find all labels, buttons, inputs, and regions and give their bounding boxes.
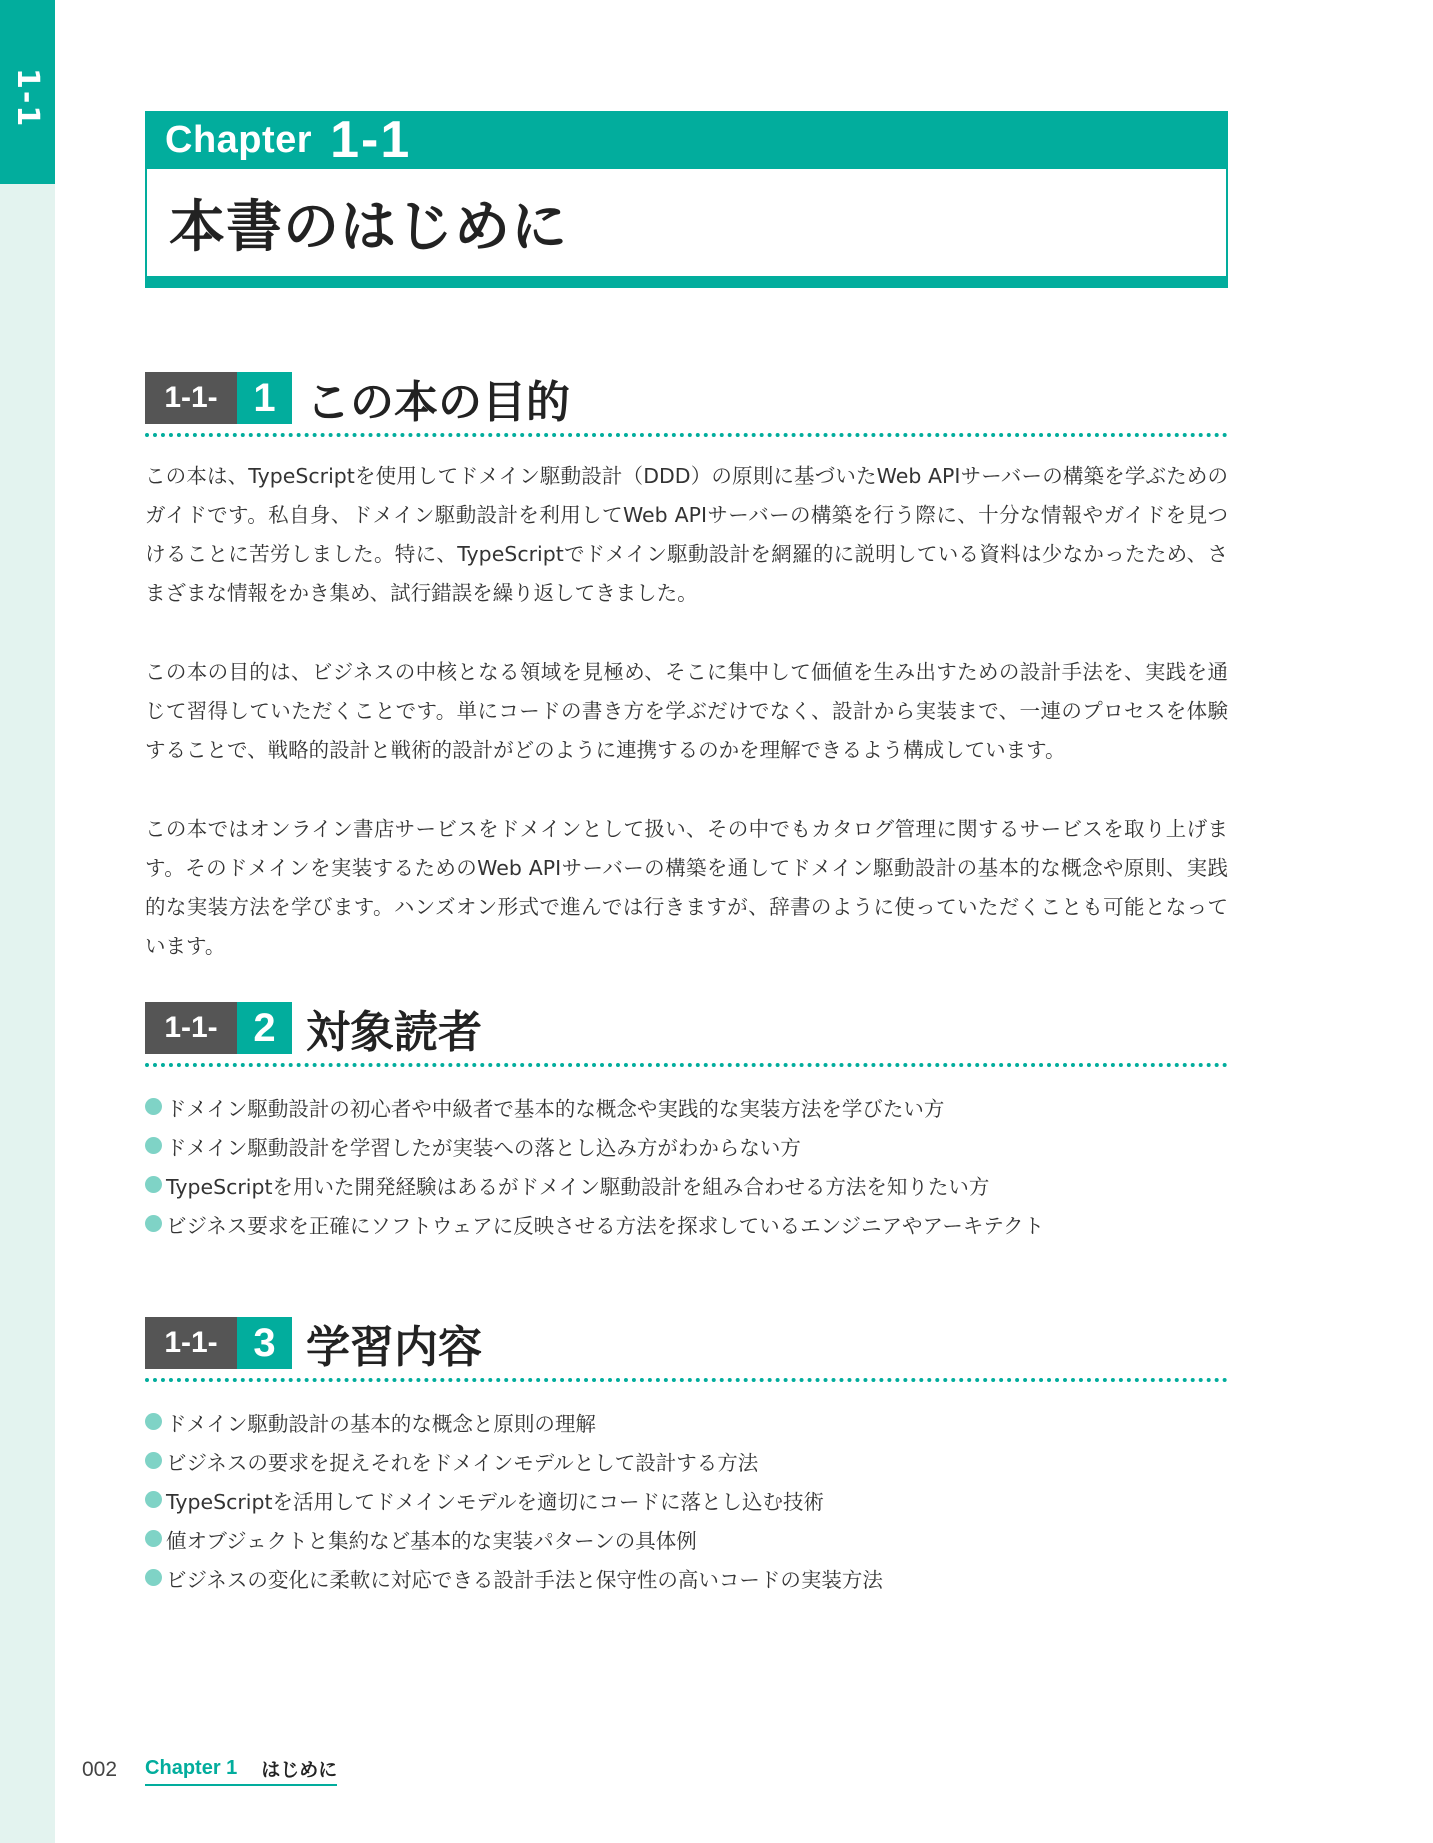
target-readers-list xyxy=(145,1087,1044,1243)
section-heading-1 xyxy=(145,372,570,428)
paragraph: この本ではオンライン書店サービスをドメインとして扱い、その中でもカタログ管理に関するサービスを取り上げます。そのドメインを実装するためのWeb APIサーバーの構築を通してドメイン駆動設計の基本的な概念や原則、実践的な実装方法を学びます。ハンズオン形式で進んでは行きますが、辞書のように使っていただくことも可能となっています。 xyxy=(145,817,1228,958)
list-item xyxy=(145,1441,883,1480)
list-item-text: ドメイン駆動設計の基本的な概念と原則の理解 xyxy=(166,1411,596,1436)
chapter-title-box xyxy=(145,169,1228,276)
bullet-dot-icon xyxy=(145,1098,162,1115)
bullet-dot-icon xyxy=(145,1176,162,1193)
list-item-text: ビジネスの変化に柔軟に対応できる設計手法と保守性の高いコードの実装方法 xyxy=(166,1567,883,1592)
list-item-text: ドメイン駆動設計を学習したが実装への落とし込み方がわからない方 xyxy=(166,1135,801,1160)
page-footer xyxy=(82,1754,337,1786)
side-strip xyxy=(0,0,55,1843)
section-number: 1 xyxy=(237,372,292,424)
section-number: 3 xyxy=(237,1317,292,1369)
list-item-text: ビジネスの要求を捉えそれをドメインモデルとして設計する方法 xyxy=(166,1450,759,1475)
list-item xyxy=(145,1558,883,1597)
list-item xyxy=(145,1519,883,1558)
paragraph: この本の目的は、ビジネスの中核となる領域を見極め、そこに集中して価値を生み出すための設計手法を、実践を通じて習得していただくことです。単にコードの書き方を学ぶだけでなく、設計から実装まで、一連のプロセスを体験することで、戦略的設計と戦術的設計がどのように連携するのかを理解できるよう構成しています。 xyxy=(145,660,1228,762)
footer-chapter-title: はじめに xyxy=(261,1758,338,1781)
side-tab-label: 1-1 xyxy=(10,68,45,129)
chapter-number: 1-1 xyxy=(330,111,412,169)
section-heading-3 xyxy=(145,1317,482,1373)
list-item-text: ビジネス要求を正確にソフトウェアに反映させる方法を探求しているエンジニアやアーキテクト xyxy=(166,1213,1045,1238)
section-divider xyxy=(145,1063,1228,1067)
bullet-dot-icon xyxy=(145,1569,162,1586)
bullet-dot-icon xyxy=(145,1452,162,1469)
bullet-dot-icon xyxy=(145,1137,162,1154)
chapter-title: 本書のはじめに xyxy=(169,194,568,260)
list-item xyxy=(145,1126,1044,1165)
list-item xyxy=(145,1087,1044,1126)
section-title: 対象読者 xyxy=(306,1007,482,1058)
list-item-text: 値オブジェクトと集約など基本的な実装パターンの具体例 xyxy=(166,1528,697,1553)
learning-content-list xyxy=(145,1402,883,1597)
list-item-text: TypeScriptを活用してドメインモデルを適切にコードに落とし込む技術 xyxy=(166,1489,824,1514)
chapter-header xyxy=(145,111,1228,288)
footer-chapter-label: Chapter 1 xyxy=(145,1756,238,1779)
list-item xyxy=(145,1402,883,1441)
section-prefix: 1-1- xyxy=(145,1317,237,1369)
list-item-text: ドメイン駆動設計の初心者や中級者で基本的な概念や実践的な実装方法を学びたい方 xyxy=(166,1096,945,1121)
bullet-dot-icon xyxy=(145,1491,162,1508)
list-item xyxy=(145,1165,1044,1204)
section-divider xyxy=(145,433,1228,437)
list-item xyxy=(145,1480,883,1519)
section-number: 2 xyxy=(237,1002,292,1054)
section-title: 学習内容 xyxy=(306,1322,482,1373)
chapter-word: Chapter xyxy=(165,118,313,161)
list-item xyxy=(145,1204,1044,1243)
section-title: この本の目的 xyxy=(306,377,570,428)
bullet-dot-icon xyxy=(145,1215,162,1232)
bullet-dot-icon xyxy=(145,1530,162,1547)
section-prefix: 1-1- xyxy=(145,372,237,424)
chapter-bar xyxy=(145,111,1228,169)
section-divider xyxy=(145,1378,1228,1382)
chapter-underline xyxy=(145,276,1228,288)
paragraph: この本は、TypeScriptを使用してドメイン駆動設計（DDD）の原則に基づいたWeb APIサーバーの構築を学ぶためのガイドです。私自身、ドメイン駆動設計を利用してWeb APIサーバーの構築を行う際に、十分な情報やガイドを見つけることに苦労しました。特に、TypeScriptでドメイン駆動設計を網羅的に説明している資料は少なかったため、さまざまな情報をかき集め、試行錯誤を繰り返してきました。 xyxy=(145,464,1228,605)
page-number: 002 xyxy=(82,1758,118,1781)
bullet-dot-icon xyxy=(145,1413,162,1430)
section-heading-2 xyxy=(145,1002,482,1058)
list-item-text: TypeScriptを用いた開発経験はあるがドメイン駆動設計を組み合わせる方法を知りたい方 xyxy=(166,1174,990,1199)
side-chapter-tab xyxy=(0,0,55,184)
footer-chapter xyxy=(145,1755,337,1786)
section-prefix: 1-1- xyxy=(145,1002,237,1054)
